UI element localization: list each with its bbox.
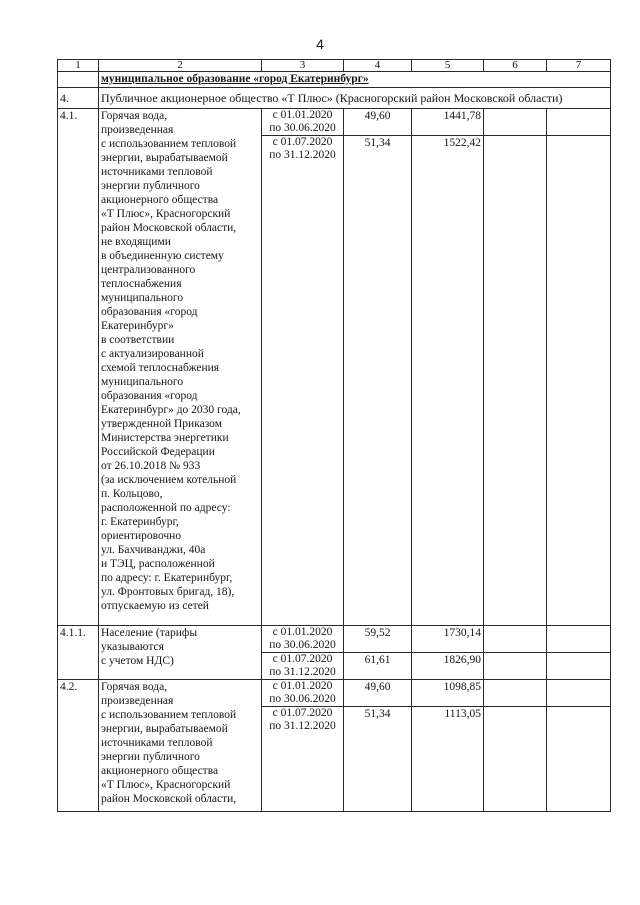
value-col6 — [484, 109, 547, 136]
row-description: Горячая вода, произведенная с использованием тепловой энергии, вырабатываемой источниками тепловой энергии публичного акционерного общества «Т Плюс», Красногорский район Московской области, — [99, 680, 262, 812]
value-col7 — [547, 109, 611, 136]
organization-code: 4. — [58, 88, 99, 109]
value-col7 — [547, 680, 611, 707]
value-col6 — [484, 136, 547, 626]
value-col4: 49,60 — [344, 109, 412, 136]
period-cell: с 01.07.2020 по 31.12.2020 — [262, 653, 344, 680]
value-col6 — [484, 707, 547, 812]
period-cell: с 01.01.2020 по 30.06.2020 — [262, 626, 344, 653]
row-description: Горячая вода, произведенная с использованием тепловой энергии, вырабатываемой источниками тепловой энергии публичного акционерного общества «Т Плюс», Красногорский район Московской области, не входящими в объединенную систему централизованного теплоснабжения муниципального образования «город Екатеринбург» в соответствии с актуализированной схемой теплоснабжения муниципального образования «город Екатеринбург» до 2030 года, утвержденной Приказом Министерства энергетики Российской Федерации от 26.10.2018 № 933 (за исключением котельной п. Кольцово, расположенной по адресу: г. Екатеринбург, ориентировочно ул. Бахчиванджи, 40а и ТЭЦ, расположенной по адресу: г. Екатеринбург, ул. Фронтовых бригад, 18), отпускаемую из сетей — [99, 109, 262, 626]
value-col4: 51,34 — [344, 136, 412, 626]
value-col6 — [484, 653, 547, 680]
value-col4: 59,52 — [344, 626, 412, 653]
value-col7 — [547, 626, 611, 653]
municipality-row — [58, 72, 611, 88]
column-number-row — [58, 60, 611, 72]
value-col7 — [547, 653, 611, 680]
column-number: 5 — [412, 60, 484, 72]
value-col4: 61,61 — [344, 653, 412, 680]
organization-row — [58, 88, 611, 109]
value-col5: 1826,90 — [412, 653, 484, 680]
value-col6 — [484, 680, 547, 707]
period-cell: с 01.01.2020 по 30.06.2020 — [262, 680, 344, 707]
value-col7 — [547, 707, 611, 812]
table-row — [58, 626, 611, 653]
column-number: 6 — [484, 60, 547, 72]
organization-name: Публичное акционерное общество «Т Плюс» (Красногорский район Московской области) — [99, 88, 611, 109]
value-col4: 51,34 — [344, 707, 412, 812]
empty-cell — [58, 72, 99, 88]
column-number: 7 — [547, 60, 611, 72]
period-cell: с 01.07.2020 по 31.12.2020 — [262, 707, 344, 812]
value-col5: 1098,85 — [412, 680, 484, 707]
value-col5: 1113,05 — [412, 707, 484, 812]
page-number: 4 — [316, 36, 324, 52]
value-col4: 49,60 — [344, 680, 412, 707]
table-row — [58, 109, 611, 136]
table-row — [58, 680, 611, 707]
column-number: 1 — [58, 60, 99, 72]
value-col5: 1522,42 — [412, 136, 484, 626]
period-cell: с 01.01.2020 по 30.06.2020 — [262, 109, 344, 136]
municipality-title: муниципальное образование «город Екатеринбург» — [99, 72, 611, 88]
value-col5: 1730,14 — [412, 626, 484, 653]
value-col5: 1441,78 — [412, 109, 484, 136]
row-description: Население (тарифы указываются с учетом НДС) — [99, 626, 262, 680]
period-cell: с 01.07.2020 по 31.12.2020 — [262, 136, 344, 626]
value-col7 — [547, 136, 611, 626]
column-number: 4 — [344, 60, 412, 72]
column-number: 3 — [262, 60, 344, 72]
value-col6 — [484, 626, 547, 653]
row-code: 4.1. — [58, 109, 99, 626]
tariff-table — [57, 59, 611, 812]
column-number: 2 — [99, 60, 262, 72]
row-code: 4.1.1. — [58, 626, 99, 680]
row-code: 4.2. — [58, 680, 99, 812]
